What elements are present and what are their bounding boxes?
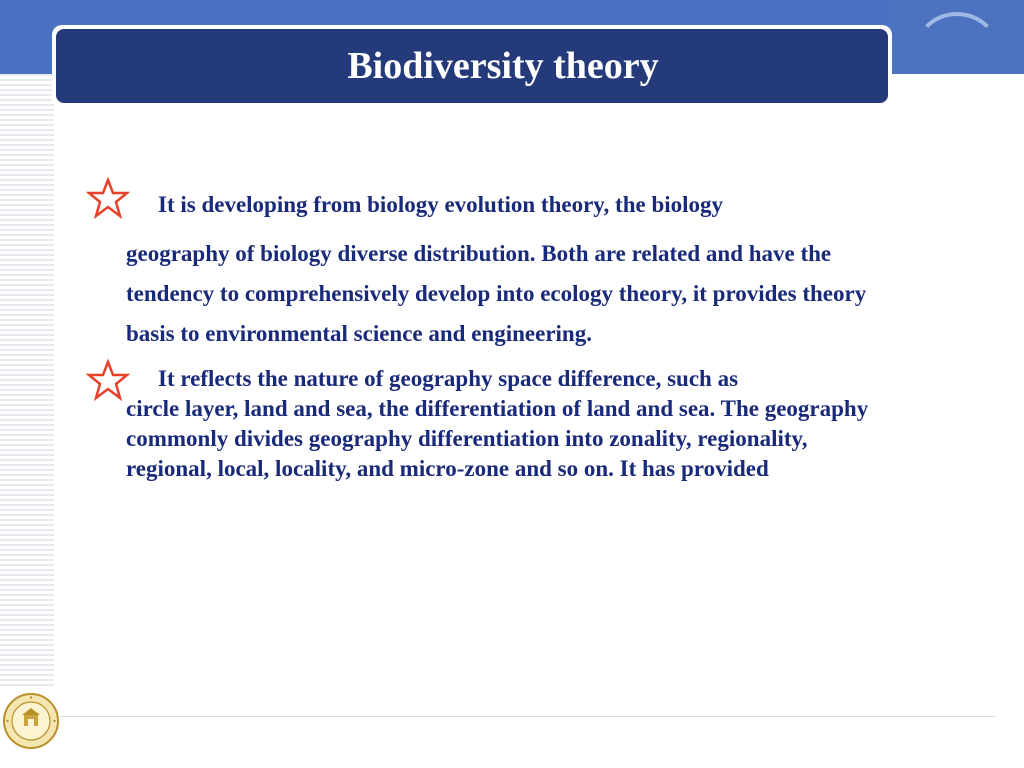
star-outline-icon [86, 358, 130, 402]
bullet-text: circle layer, land and sea, the differentiation of land and sea. The geography commonly divides geography differentiation into zonality, regionality, regional, local, locality, and micro-zone and so on. It has provided [126, 396, 869, 481]
footer-divider [60, 716, 996, 717]
star-outline-icon [86, 176, 130, 220]
slide-body [88, 176, 888, 484]
bullet-text: geography of biology diverse distribution. Both are related and have the tendency to comprehensively develop into ecology theory, it provides theory basis to environmental science and engineering. [126, 241, 867, 346]
left-striped-strip [0, 74, 54, 688]
slide-title: Biodiversity theory [347, 45, 659, 87]
title-bar [56, 29, 888, 103]
bullet-item [88, 364, 888, 484]
decorative-arc-icon [912, 12, 1002, 102]
university-seal-icon [2, 692, 60, 750]
bullet-first-line: It reflects the nature of geography space difference, such as [158, 366, 739, 391]
bullet-first-line: It is developing from biology evolution theory, the biology [158, 192, 724, 217]
bullet-item [88, 176, 888, 354]
